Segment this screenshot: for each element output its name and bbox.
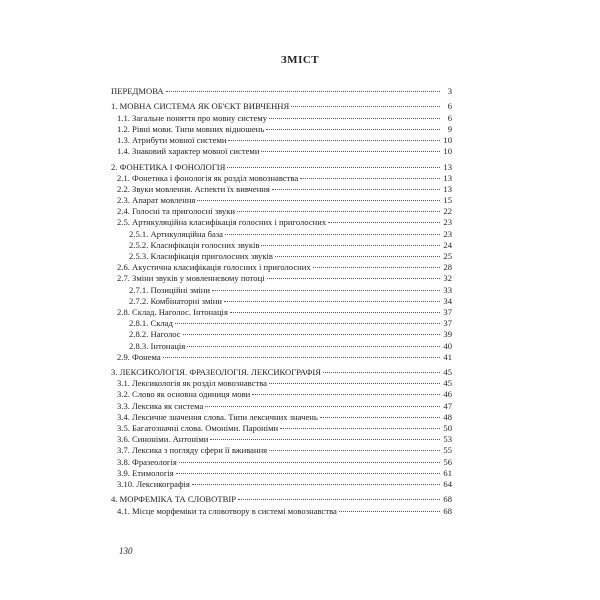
toc-entry-label: 2.8. Склад. Наголос. Інтонація [117, 306, 228, 317]
toc-entry[interactable] [111, 389, 452, 400]
toc-entry-label: 2.7.1. Позиційні зміни [129, 284, 210, 295]
toc-entry-label: 2.7. Зміни звуків у мовленнєвому потоці [117, 273, 265, 284]
dot-leader [323, 372, 440, 373]
toc-entry[interactable] [111, 341, 452, 352]
dot-leader [267, 278, 440, 279]
toc-entry[interactable] [111, 285, 452, 296]
dot-leader [183, 334, 440, 335]
toc-entry-label: 1.3. Атрибути мовної системи [117, 134, 227, 145]
dot-leader [275, 256, 440, 257]
toc-entry-page: 13 [443, 183, 452, 194]
dot-leader [313, 267, 440, 268]
toc-entry-label: 2.5. Артикуляційна класифікація голосних і приголосних [117, 217, 327, 228]
toc-entry[interactable] [111, 318, 452, 329]
toc-entry-label: 3. ЛЕКСИКОЛОГІЯ. ФРАЗЕОЛОГІЯ. ЛЕКСИКОГРАФІЯ [111, 367, 321, 378]
dot-leader [205, 406, 440, 407]
toc-entry-page: 9 [447, 123, 452, 134]
dot-leader [320, 417, 440, 418]
toc-entry-label: 3.2. Слово як основна одиниця мови [117, 389, 251, 400]
toc-entry[interactable] [111, 273, 452, 284]
dot-leader [280, 428, 440, 429]
toc-entry-label: 2.8.2. Наголос [129, 329, 181, 340]
toc-entry[interactable] [111, 329, 452, 340]
toc-entry-label: 2.5.3. Класифікація приголосних звуків [129, 251, 273, 261]
toc-entry-label: 3.1. Лексикологія як розділ мовознавства [117, 378, 267, 389]
toc-entry-label: 1. МОВНА СИСТЕМА ЯК ОБ'ЄКТ ВИВЧЕННЯ [111, 101, 290, 112]
dot-leader [212, 290, 440, 291]
toc-entry[interactable] [111, 401, 452, 412]
toc-entry-page: 41 [443, 351, 452, 362]
dot-leader [175, 323, 440, 324]
dot-leader [166, 91, 440, 92]
toc-entry-page: 39 [443, 329, 452, 340]
toc-entry[interactable] [111, 229, 452, 240]
toc-entry[interactable] [111, 146, 452, 157]
toc-entry[interactable] [111, 412, 452, 423]
toc-entry-page: 13 [443, 161, 452, 172]
toc-entry[interactable] [111, 457, 452, 468]
toc-entry[interactable] [111, 195, 452, 206]
toc-entry-page: 10 [443, 134, 452, 145]
dot-leader [238, 499, 440, 500]
dot-leader [192, 484, 440, 485]
toc-entry[interactable] [111, 423, 452, 434]
toc-entry-page: 34 [443, 295, 452, 306]
dot-leader [272, 189, 440, 190]
dot-leader [227, 167, 440, 168]
toc-entry-page: 68 [443, 494, 452, 505]
toc-entry[interactable] [111, 468, 452, 479]
dot-leader [339, 511, 440, 512]
page-number: 130 [119, 546, 133, 556]
toc-entry-page: 32 [443, 273, 452, 284]
toc-entry-label: 4. МОРФЕМІКА ТА СЛОВОТВІР [111, 494, 236, 505]
toc-entry-label: ПЕРЕДМОВА [111, 86, 164, 96]
dot-leader [187, 346, 440, 347]
dot-leader [269, 450, 440, 451]
toc-entry-page: 45 [443, 378, 452, 389]
toc-entry-label: 2.8.1. Склад [129, 318, 173, 329]
toc-entry-page: 3 [447, 86, 452, 96]
toc-entry-label: 2.4. Голосні та приголосні звуки [117, 206, 235, 217]
toc-entry[interactable] [111, 378, 452, 389]
toc-entry-page: 55 [443, 445, 452, 456]
toc-entry-page: 23 [443, 228, 452, 239]
toc-entry-label: 2.5.2. Класифікація голосних звуків [129, 239, 260, 250]
toc-entry[interactable] [111, 479, 452, 490]
toc-entry-page: 40 [443, 340, 452, 351]
toc-entry-page: 37 [443, 318, 452, 329]
dot-leader [291, 106, 440, 107]
dot-leader [228, 140, 440, 141]
toc-entry-page: 15 [443, 195, 452, 206]
toc-entry-label: 3.7. Лексика з погляду сфери її вживання [117, 445, 268, 456]
toc-entry-page: 61 [443, 467, 452, 478]
toc-entry-page: 6 [447, 101, 452, 112]
toc-entry[interactable] [111, 352, 452, 363]
toc-entry-page: 24 [443, 239, 452, 250]
dot-leader [261, 245, 440, 246]
dot-leader [197, 200, 440, 201]
toc-entry-page: 56 [443, 456, 452, 467]
toc-chapter-entry[interactable] [111, 367, 452, 378]
toc-entry-label: 1.1. Загальне поняття про мовну систему [117, 112, 268, 123]
toc-entry-label: 2.3. Апарат мовлення [117, 195, 196, 206]
dot-leader [300, 178, 440, 179]
toc-entry-page: 46 [443, 389, 452, 400]
dot-leader [269, 118, 440, 119]
toc-chapter-entry[interactable] [111, 494, 452, 505]
toc-entry-page: 25 [443, 251, 452, 261]
toc-entry[interactable] [111, 445, 452, 456]
toc-entry-label: 2.1. Фонетика і фонологія як розділ мовознавства [117, 172, 299, 183]
toc-entry-page: 37 [443, 306, 452, 317]
toc-entry-label: 3.9. Етимологія [117, 467, 174, 478]
toc-entry-label: 3.8. Фразеологія [117, 456, 177, 467]
toc-entry[interactable] [111, 217, 452, 228]
toc-entry[interactable] [111, 307, 452, 318]
toc-entry-page: 53 [443, 434, 452, 445]
toc-entry-page: 68 [443, 505, 452, 516]
toc-entry-page: 6 [447, 112, 452, 123]
toc-entry[interactable] [111, 296, 452, 307]
toc-entry-label: 1.4. Знаковий характер мовної системи [117, 146, 260, 157]
toc-entry-page: 47 [443, 400, 452, 411]
toc-entry-label: 2. ФОНЕТИКА І ФОНОЛОГІЯ [111, 161, 226, 172]
dot-leader [224, 301, 440, 302]
dot-leader [269, 383, 440, 384]
dot-leader [328, 222, 440, 223]
dot-leader [261, 151, 440, 152]
toc-entry-page: 10 [443, 146, 452, 157]
toc-chapter-entry[interactable] [111, 162, 452, 173]
toc-entry[interactable] [111, 173, 452, 184]
toc-entry[interactable] [111, 240, 452, 251]
toc-entry[interactable] [111, 434, 452, 445]
toc-chapter-entry[interactable] [111, 86, 452, 97]
dot-leader [210, 439, 440, 440]
toc-entry-label: 3.10. Лексикографія [117, 478, 190, 489]
toc-entry[interactable] [111, 113, 452, 124]
toc-entry-page: 22 [443, 206, 452, 217]
toc-entry-label: 3.5. Багатозначні слова. Омоніми. Пароніми [117, 423, 279, 433]
toc-entry-label: 3.6. Синоніми. Антоніми [117, 434, 209, 445]
toc-entry-page: 28 [443, 262, 452, 273]
toc-entry[interactable] [111, 251, 452, 262]
dot-leader [237, 211, 440, 212]
page-title: ЗМІСТ [280, 54, 320, 66]
toc-entry[interactable] [111, 206, 452, 217]
toc-entry-label: 4.1. Місце морфеміки та словотвору в системі мовознавства [117, 505, 337, 516]
toc-entry-page: 48 [443, 411, 452, 422]
dot-leader [225, 234, 440, 235]
toc-entry-label: 2.9. Фонема [117, 351, 161, 362]
dot-leader [230, 312, 440, 313]
toc-entry[interactable] [111, 135, 452, 146]
dot-leader [163, 357, 440, 358]
toc-entry[interactable] [111, 262, 452, 273]
toc-entry-label: 3.3. Лексика як система [117, 400, 204, 411]
table-of-contents [111, 86, 452, 517]
toc-entry[interactable] [111, 184, 452, 195]
toc-entry-page: 23 [443, 217, 452, 228]
toc-entry-page: 64 [443, 478, 452, 489]
toc-entry-page: 33 [443, 284, 452, 295]
dot-leader [176, 473, 440, 474]
toc-entry-label: 2.2. Звуки мовлення. Аспекти їх вивчення [117, 183, 270, 194]
dot-leader [179, 462, 440, 463]
toc-entry-label: 2.7.2. Комбінаторні зміни [129, 295, 222, 306]
toc-chapter-entry[interactable] [111, 101, 452, 112]
toc-entry-page: 45 [443, 367, 452, 378]
toc-entry[interactable] [111, 506, 452, 517]
toc-entry[interactable] [111, 124, 452, 135]
toc-entry-page: 50 [443, 423, 452, 433]
dot-leader [252, 394, 440, 395]
dot-leader [266, 129, 440, 130]
toc-entry-label: 2.8.3. Інтонація [129, 340, 186, 351]
toc-entry-page: 13 [443, 172, 452, 183]
toc-entry-label: 1.2. Рівні мови. Типи мовних відношень [117, 123, 265, 134]
toc-entry-label: 2.6. Акустична класифікація голосних і приголосних [117, 262, 311, 273]
toc-entry-label: 2.5.1. Артикуляційна база [129, 228, 223, 239]
toc-entry-label: 3.4. Лексичне значення слова. Типи лексичних значень [117, 411, 318, 422]
